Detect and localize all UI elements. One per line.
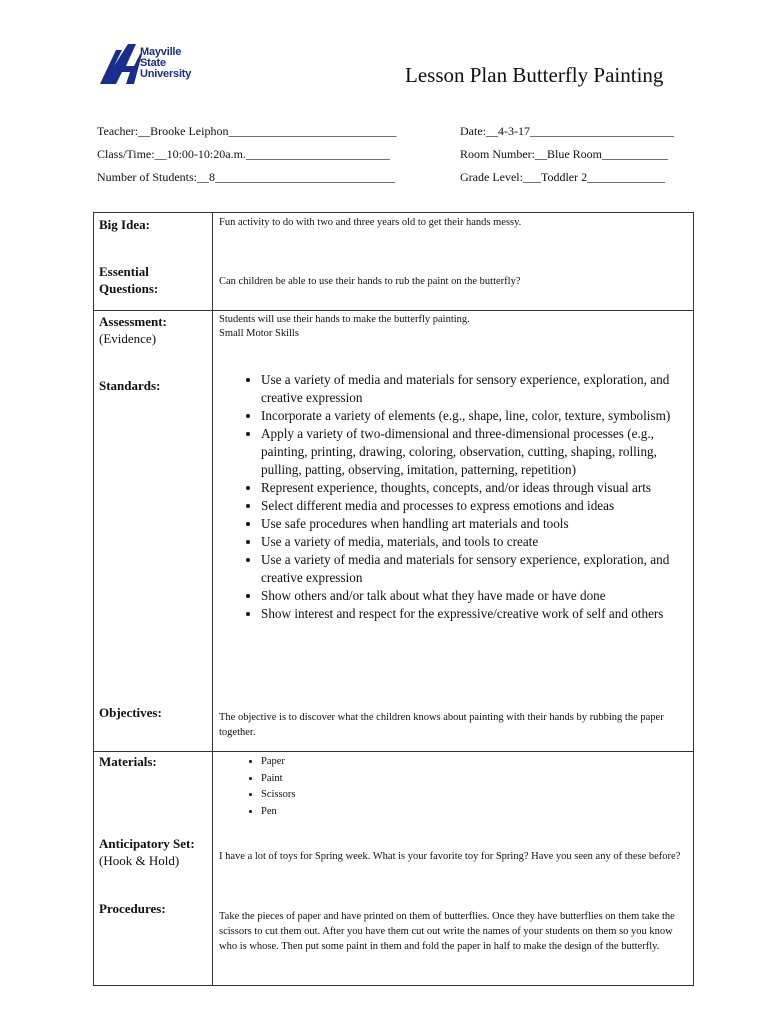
- date-line: Date:__4-3-17________________________: [460, 124, 674, 138]
- standards-list: [243, 371, 687, 623]
- materials-label: Materials:: [99, 754, 157, 769]
- anticipatory-set-text: I have a lot of toys for Spring week. What is your favorite toy for Spring? Have you seen any of these before?: [219, 851, 681, 862]
- grade-level-line: Grade Level:___Toddler 2_____________: [460, 170, 666, 184]
- essential-questions-label: Essential Questions:: [99, 264, 159, 296]
- content-cell-big-idea: [213, 213, 694, 311]
- essential-questions-text: Can children be able to use their hands to rub the paint on the butterfly?: [219, 276, 521, 287]
- material-item: • Paper: [261, 754, 295, 771]
- big-idea-label: Big Idea:: [99, 217, 150, 232]
- standard-item: • Incorporate a variety of elements (e.g., shape, line, color, texture, symbolism): [261, 407, 687, 425]
- standard-item: • Represent experience, thoughts, concepts, and/or ideas through visual arts: [261, 479, 687, 497]
- assessment-label: Assessment: (Evidence): [99, 314, 167, 346]
- objectives-text: The objective is to discover what the children knows about painting with their hands by rubbing the paper together.: [219, 712, 664, 738]
- row-materials: [94, 752, 694, 986]
- room-number-line: Room Number:__Blue Room___________: [460, 147, 668, 161]
- objectives-label: Objectives:: [99, 705, 162, 720]
- logo-line-3: University: [140, 68, 192, 80]
- university-logo: [100, 44, 220, 90]
- standard-item: • Use safe procedures when handling art materials and tools: [261, 515, 687, 533]
- row-assessment: [94, 311, 694, 752]
- big-idea-text: Fun activity to do with two and three years old to get their hands messy.: [219, 217, 522, 228]
- label-cell-big-idea: [94, 213, 213, 311]
- standard-item: • Show interest and respect for the expressive/creative work of self and others: [261, 605, 687, 623]
- materials-list: [243, 754, 295, 820]
- label-cell-materials: [94, 752, 213, 986]
- label-cell-assessment: [94, 311, 213, 752]
- row-big-idea: [94, 213, 694, 311]
- standard-item: • Apply a variety of two-dimensional and three-dimensional processes (e.g., painting, printing, drawing, coloring, observation, cutting, shaping, rolling, pulling, patting, observing, imitation, patterning, repetition): [261, 425, 687, 479]
- logo-m-mark-icon: [100, 44, 142, 86]
- content-cell-materials: [213, 752, 694, 986]
- standard-item: • Use a variety of media and materials for sensory experience, exploration, and creative expression: [261, 371, 687, 407]
- class-time-line: Class/Time:__10:00-10:20a.m.________________________: [97, 147, 390, 161]
- logo-line-1: Mayville: [140, 46, 182, 58]
- content-cell-assessment: [213, 311, 694, 752]
- standard-item: • Use a variety of media, materials, and tools to create: [261, 533, 687, 551]
- standard-item: • Show others and/or talk about what they have made or have done: [261, 587, 687, 605]
- standards-label: Standards:: [99, 378, 161, 393]
- anticipatory-set-label: Anticipatory Set: (Hook & Hold): [99, 836, 195, 868]
- number-of-students-line: Number of Students:__8______________________________: [97, 170, 395, 184]
- standard-item: • Select different media and processes to express emotions and ideas: [261, 497, 687, 515]
- lesson-plan-table: [93, 212, 694, 986]
- standard-item: • Use a variety of media and materials for sensory experience, exploration, and creative expression: [261, 551, 687, 587]
- logo-line-2: State: [140, 57, 166, 69]
- logo-wordmark: [140, 47, 191, 80]
- document-title: Lesson Plan Butterfly Painting: [405, 63, 664, 87]
- material-item: • Paint: [261, 771, 295, 788]
- procedures-text: Take the pieces of paper and have printed on them of butterflies. Once they have butterflies on them take the scissors to cut them out. After you have them cut out write the names of your students on them so you know who is whose. Then put some paint in them and fold the paper in half to make the design of the butterfly.: [219, 911, 675, 952]
- assessment-text-1: Students will use their hands to make the butterfly painting.: [219, 314, 470, 325]
- procedures-label: Procedures:: [99, 901, 166, 916]
- material-item: • Scissors: [261, 787, 295, 804]
- assessment-text-2: Small Motor Skills: [219, 328, 299, 339]
- teacher-line: Teacher:__Brooke Leiphon____________________________: [97, 124, 397, 138]
- material-item: • Pen: [261, 804, 295, 821]
